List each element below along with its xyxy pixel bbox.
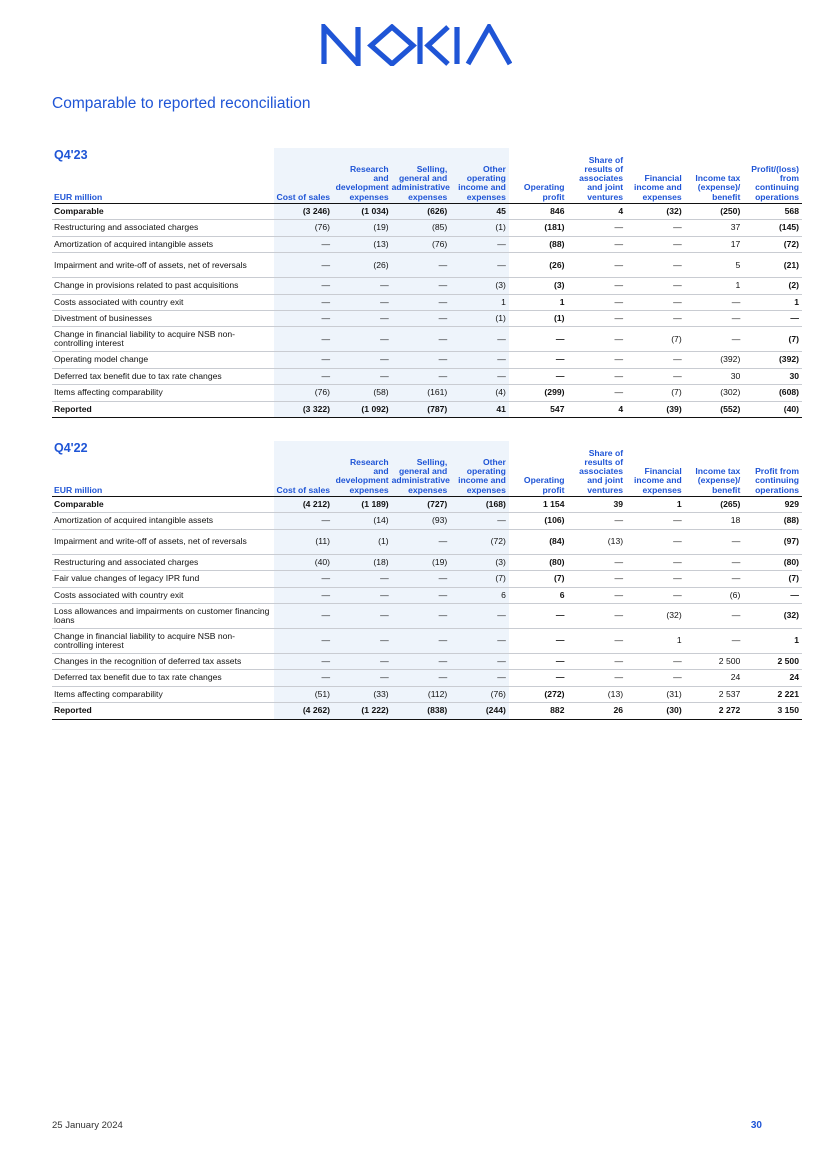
cell-value: — <box>567 653 626 669</box>
cell-value: — <box>274 670 333 686</box>
cell-value: — <box>450 253 509 278</box>
cell-value: — <box>626 513 685 529</box>
cell-value: (21) <box>743 253 802 278</box>
cell-value: — <box>626 278 685 294</box>
cell-value: — <box>274 294 333 310</box>
cell-value: (39) <box>626 401 685 417</box>
cell-value: (3) <box>450 278 509 294</box>
cell-value: (80) <box>509 554 568 570</box>
row-label: Operating model change <box>52 352 274 368</box>
cell-value: — <box>626 554 685 570</box>
cell-value: — <box>685 554 744 570</box>
row-label: Restructuring and associated charges <box>52 554 274 570</box>
col-header-operating-profit: Operating profit <box>509 148 568 204</box>
period-heading: Q4'23 <box>54 148 88 162</box>
row-label: Change in provisions related to past acquisitions <box>52 278 274 294</box>
cell-value: — <box>392 529 451 554</box>
col-header-sga: Selling, general and administrative expenses <box>392 148 451 204</box>
table-row <box>52 278 802 294</box>
cell-value: — <box>392 628 451 653</box>
col-header-rnd: Research and development expenses <box>333 441 392 497</box>
cell-value: — <box>333 278 392 294</box>
cell-value: — <box>274 278 333 294</box>
cell-value: (14) <box>333 513 392 529</box>
cell-value: 1 <box>685 278 744 294</box>
cell-value: (4 262) <box>274 703 333 719</box>
cell-value: — <box>567 368 626 384</box>
cell-value: (4) <box>450 385 509 401</box>
cell-value: (7) <box>743 571 802 587</box>
cell-value: — <box>567 220 626 236</box>
cell-value: — <box>392 603 451 628</box>
cell-value: — <box>333 327 392 352</box>
cell-value: (88) <box>743 513 802 529</box>
col-header-income-tax: Income tax (expense)/ benefit <box>685 441 744 497</box>
cell-value: 1 <box>743 294 802 310</box>
col-header-other-operating: Other operating income and expenses <box>450 441 509 497</box>
row-label: Items affecting comparability <box>52 686 274 702</box>
cell-value: (145) <box>743 220 802 236</box>
cell-value: — <box>333 294 392 310</box>
cell-value: (1 189) <box>333 497 392 513</box>
cell-value: — <box>333 653 392 669</box>
cell-value: 1 <box>626 628 685 653</box>
cell-value: — <box>567 310 626 326</box>
cell-value: — <box>333 670 392 686</box>
cell-value: (97) <box>743 529 802 554</box>
cell-value: 2 272 <box>685 703 744 719</box>
cell-value: — <box>274 327 333 352</box>
cell-value: — <box>509 603 568 628</box>
col-header-other-operating: Other operating income and expenses <box>450 148 509 204</box>
cell-value: — <box>333 352 392 368</box>
cell-value: 30 <box>743 368 802 384</box>
cell-value: — <box>567 628 626 653</box>
cell-value: — <box>274 513 333 529</box>
row-label: Comparable <box>52 497 274 513</box>
cell-value: — <box>333 603 392 628</box>
cell-value: — <box>450 603 509 628</box>
cell-value: — <box>509 653 568 669</box>
cell-value: — <box>626 587 685 603</box>
cell-value: 1 <box>509 294 568 310</box>
cell-value: (1) <box>450 220 509 236</box>
table-row <box>52 220 802 236</box>
row-label: Reported <box>52 703 274 719</box>
cell-value: 1 <box>743 628 802 653</box>
cell-value: 39 <box>567 497 626 513</box>
cell-value: — <box>567 587 626 603</box>
cell-value: (265) <box>685 497 744 513</box>
row-label: Amortization of acquired intangible assets <box>52 513 274 529</box>
cell-value: — <box>509 327 568 352</box>
col-header-associates: Share of results of associates and joint ventures <box>567 441 626 497</box>
cell-value: — <box>626 368 685 384</box>
cell-value: (30) <box>626 703 685 719</box>
cell-value: — <box>685 603 744 628</box>
cell-value: (1) <box>450 310 509 326</box>
row-label: Change in financial liability to acquire NSB non-controlling interest <box>52 628 274 653</box>
cell-value: — <box>392 278 451 294</box>
table-row <box>52 497 802 513</box>
cell-value: — <box>274 571 333 587</box>
cell-value: 45 <box>450 204 509 220</box>
col-header-profit: Profit from continuing operations <box>743 441 802 497</box>
cell-value: 26 <box>567 703 626 719</box>
row-label: Change in financial liability to acquire NSB non-controlling interest <box>52 327 274 352</box>
cell-value: (84) <box>509 529 568 554</box>
cell-value: — <box>685 310 744 326</box>
cell-value: — <box>392 310 451 326</box>
table-row <box>52 703 802 719</box>
cell-value: (299) <box>509 385 568 401</box>
cell-value: (626) <box>392 204 451 220</box>
page-number: 30 <box>750 1120 762 1131</box>
nokia-logo <box>320 24 512 66</box>
cell-value: (76) <box>392 236 451 252</box>
cell-value: (76) <box>274 385 333 401</box>
table-row <box>52 294 802 310</box>
cell-value: — <box>567 571 626 587</box>
row-label: Amortization of acquired intangible assets <box>52 236 274 252</box>
table-row <box>52 571 802 587</box>
cell-value: — <box>685 529 744 554</box>
cell-value: — <box>333 628 392 653</box>
cell-value: — <box>509 368 568 384</box>
col-header-unit: EUR million <box>52 148 274 204</box>
cell-value: 4 <box>567 401 626 417</box>
cell-value: — <box>626 653 685 669</box>
cell-value: 24 <box>685 670 744 686</box>
cell-value: (76) <box>274 220 333 236</box>
col-header-profit: Profit/(loss) from continuing operations <box>743 148 802 204</box>
cell-value: — <box>392 368 451 384</box>
cell-value: 5 <box>685 253 744 278</box>
row-label: Costs associated with country exit <box>52 294 274 310</box>
table-row <box>52 603 802 628</box>
cell-value: (3 246) <box>274 204 333 220</box>
cell-value: — <box>626 220 685 236</box>
cell-value: — <box>743 310 802 326</box>
cell-value: — <box>509 670 568 686</box>
cell-value: — <box>392 653 451 669</box>
cell-value: — <box>392 587 451 603</box>
cell-value: (112) <box>392 686 451 702</box>
cell-value: (31) <box>626 686 685 702</box>
col-header-unit: EUR million <box>52 441 274 497</box>
cell-value: (7) <box>626 385 685 401</box>
cell-value: (93) <box>392 513 451 529</box>
cell-value: — <box>333 571 392 587</box>
cell-value: (3) <box>450 554 509 570</box>
row-label: Impairment and write-off of assets, net of reversals <box>52 529 274 554</box>
cell-value: — <box>509 628 568 653</box>
cell-value: — <box>274 310 333 326</box>
reconciliation-table <box>52 441 802 720</box>
table-row <box>52 327 802 352</box>
cell-value: (161) <box>392 385 451 401</box>
cell-value: (608) <box>743 385 802 401</box>
table-row <box>52 352 802 368</box>
cell-value: — <box>392 294 451 310</box>
cell-value: 2 500 <box>685 653 744 669</box>
cell-value: (51) <box>274 686 333 702</box>
cell-value: — <box>567 278 626 294</box>
cell-value: (1 222) <box>333 703 392 719</box>
cell-value: — <box>626 294 685 310</box>
cell-value: 2 537 <box>685 686 744 702</box>
cell-value: (88) <box>509 236 568 252</box>
cell-value: — <box>567 236 626 252</box>
col-header-cost-of-sales: Cost of sales <box>274 148 333 204</box>
cell-value: — <box>274 368 333 384</box>
cell-value: (2) <box>743 278 802 294</box>
table-row <box>52 554 802 570</box>
cell-value: (72) <box>743 236 802 252</box>
cell-value: 1 <box>450 294 509 310</box>
cell-value: — <box>685 294 744 310</box>
cell-value: 6 <box>509 587 568 603</box>
cell-value: — <box>450 327 509 352</box>
cell-value: — <box>392 571 451 587</box>
cell-value: — <box>567 603 626 628</box>
cell-value: — <box>626 253 685 278</box>
cell-value: (72) <box>450 529 509 554</box>
row-label: Deferred tax benefit due to tax rate changes <box>52 670 274 686</box>
cell-value: (18) <box>333 554 392 570</box>
cell-value: — <box>685 327 744 352</box>
cell-value: (302) <box>685 385 744 401</box>
cell-value: (7) <box>626 327 685 352</box>
cell-value: — <box>274 628 333 653</box>
row-label: Fair value changes of legacy IPR fund <box>52 571 274 587</box>
cell-value: — <box>567 294 626 310</box>
cell-value: 4 <box>567 204 626 220</box>
table-row <box>52 686 802 702</box>
cell-value: — <box>274 587 333 603</box>
cell-value: 2 500 <box>743 653 802 669</box>
cell-value: — <box>274 236 333 252</box>
footer-date: 25 January 2024 <box>52 1120 123 1131</box>
cell-value: (244) <box>450 703 509 719</box>
cell-value: 18 <box>685 513 744 529</box>
cell-value: (7) <box>743 327 802 352</box>
row-label: Changes in the recognition of deferred tax assets <box>52 653 274 669</box>
cell-value: (392) <box>743 352 802 368</box>
table-row <box>52 513 802 529</box>
cell-value: — <box>567 352 626 368</box>
cell-value: (13) <box>567 686 626 702</box>
cell-value: (26) <box>333 253 392 278</box>
cell-value: (1) <box>509 310 568 326</box>
cell-value: 929 <box>743 497 802 513</box>
cell-value: (32) <box>743 603 802 628</box>
page-title: Comparable to reported reconciliation <box>52 95 311 112</box>
header-row <box>52 441 802 497</box>
cell-value: — <box>567 513 626 529</box>
period-heading: Q4'22 <box>54 441 88 455</box>
cell-value: (19) <box>392 554 451 570</box>
cell-value: 568 <box>743 204 802 220</box>
cell-value: (80) <box>743 554 802 570</box>
cell-value: 41 <box>450 401 509 417</box>
cell-value: (181) <box>509 220 568 236</box>
cell-value: — <box>626 310 685 326</box>
cell-value: (7) <box>450 571 509 587</box>
cell-value: 17 <box>685 236 744 252</box>
cell-value: 37 <box>685 220 744 236</box>
cell-value: (32) <box>626 603 685 628</box>
table-row <box>52 310 802 326</box>
cell-value: — <box>567 327 626 352</box>
cell-value: (13) <box>333 236 392 252</box>
cell-value: — <box>509 352 568 368</box>
reconciliation-table <box>52 148 802 418</box>
cell-value: (250) <box>685 204 744 220</box>
cell-value: 3 150 <box>743 703 802 719</box>
col-header-financial: Financial income and expenses <box>626 148 685 204</box>
cell-value: 2 221 <box>743 686 802 702</box>
cell-value: (13) <box>567 529 626 554</box>
cell-value: 1 <box>626 497 685 513</box>
cell-value: (19) <box>333 220 392 236</box>
table-row <box>52 385 802 401</box>
cell-value: — <box>685 628 744 653</box>
col-header-income-tax: Income tax (expense)/ benefit <box>685 148 744 204</box>
cell-value: (3 322) <box>274 401 333 417</box>
cell-value: (76) <box>450 686 509 702</box>
table-row <box>52 670 802 686</box>
cell-value: (7) <box>509 571 568 587</box>
col-header-cost-of-sales: Cost of sales <box>274 441 333 497</box>
cell-value: (392) <box>685 352 744 368</box>
cell-value: — <box>450 628 509 653</box>
row-label: Comparable <box>52 204 274 220</box>
col-header-operating-profit: Operating profit <box>509 441 568 497</box>
cell-value: (1) <box>333 529 392 554</box>
cell-value: (1 092) <box>333 401 392 417</box>
cell-value: (58) <box>333 385 392 401</box>
cell-value: 1 154 <box>509 497 568 513</box>
table-row <box>52 253 802 278</box>
table-row <box>52 653 802 669</box>
cell-value: — <box>450 513 509 529</box>
cell-value: (106) <box>509 513 568 529</box>
cell-value: (1 034) <box>333 204 392 220</box>
table-row <box>52 628 802 653</box>
cell-value: — <box>392 327 451 352</box>
col-header-rnd: Research and development expenses <box>333 148 392 204</box>
cell-value: (168) <box>450 497 509 513</box>
cell-value: (838) <box>392 703 451 719</box>
cell-value: — <box>333 368 392 384</box>
cell-value: — <box>743 587 802 603</box>
cell-value: — <box>392 670 451 686</box>
cell-value: (26) <box>509 253 568 278</box>
cell-value: — <box>392 352 451 368</box>
cell-value: (85) <box>392 220 451 236</box>
cell-value: — <box>450 236 509 252</box>
cell-value: — <box>274 352 333 368</box>
cell-value: — <box>274 253 333 278</box>
cell-value: 24 <box>743 670 802 686</box>
cell-value: — <box>567 385 626 401</box>
cell-value: — <box>333 587 392 603</box>
cell-value: (33) <box>333 686 392 702</box>
table-row <box>52 236 802 252</box>
row-label: Deferred tax benefit due to tax rate changes <box>52 368 274 384</box>
table-row <box>52 587 802 603</box>
cell-value: — <box>392 253 451 278</box>
cell-value: (6) <box>685 587 744 603</box>
cell-value: (727) <box>392 497 451 513</box>
row-label: Divestment of businesses <box>52 310 274 326</box>
cell-value: — <box>626 236 685 252</box>
row-label: Impairment and write-off of assets, net of reversals <box>52 253 274 278</box>
cell-value: — <box>274 653 333 669</box>
row-label: Costs associated with country exit <box>52 587 274 603</box>
cell-value: (787) <box>392 401 451 417</box>
col-header-financial: Financial income and expenses <box>626 441 685 497</box>
cell-value: (11) <box>274 529 333 554</box>
cell-value: — <box>626 670 685 686</box>
cell-value: — <box>333 310 392 326</box>
row-label: Restructuring and associated charges <box>52 220 274 236</box>
cell-value: — <box>450 368 509 384</box>
cell-value: — <box>567 253 626 278</box>
cell-value: — <box>685 571 744 587</box>
cell-value: 882 <box>509 703 568 719</box>
table-row <box>52 529 802 554</box>
cell-value: (32) <box>626 204 685 220</box>
cell-value: — <box>450 653 509 669</box>
cell-value: (4 212) <box>274 497 333 513</box>
cell-value: — <box>274 603 333 628</box>
cell-value: — <box>450 352 509 368</box>
cell-value: (3) <box>509 278 568 294</box>
cell-value: 846 <box>509 204 568 220</box>
cell-value: — <box>626 352 685 368</box>
cell-value: 547 <box>509 401 568 417</box>
cell-value: (40) <box>743 401 802 417</box>
header-row <box>52 148 802 204</box>
cell-value: — <box>450 670 509 686</box>
table-row <box>52 401 802 417</box>
row-label: Reported <box>52 401 274 417</box>
cell-value: 30 <box>685 368 744 384</box>
cell-value: — <box>626 529 685 554</box>
table-row <box>52 204 802 220</box>
row-label: Loss allowances and impairments on customer financing loans <box>52 603 274 628</box>
cell-value: — <box>567 670 626 686</box>
cell-value: (40) <box>274 554 333 570</box>
cell-value: (552) <box>685 401 744 417</box>
cell-value: — <box>567 554 626 570</box>
cell-value: 6 <box>450 587 509 603</box>
col-header-associates: Share of results of associates and joint ventures <box>567 148 626 204</box>
cell-value: — <box>626 571 685 587</box>
table-row <box>52 368 802 384</box>
row-label: Items affecting comparability <box>52 385 274 401</box>
cell-value: (272) <box>509 686 568 702</box>
col-header-sga: Selling, general and administrative expenses <box>392 441 451 497</box>
